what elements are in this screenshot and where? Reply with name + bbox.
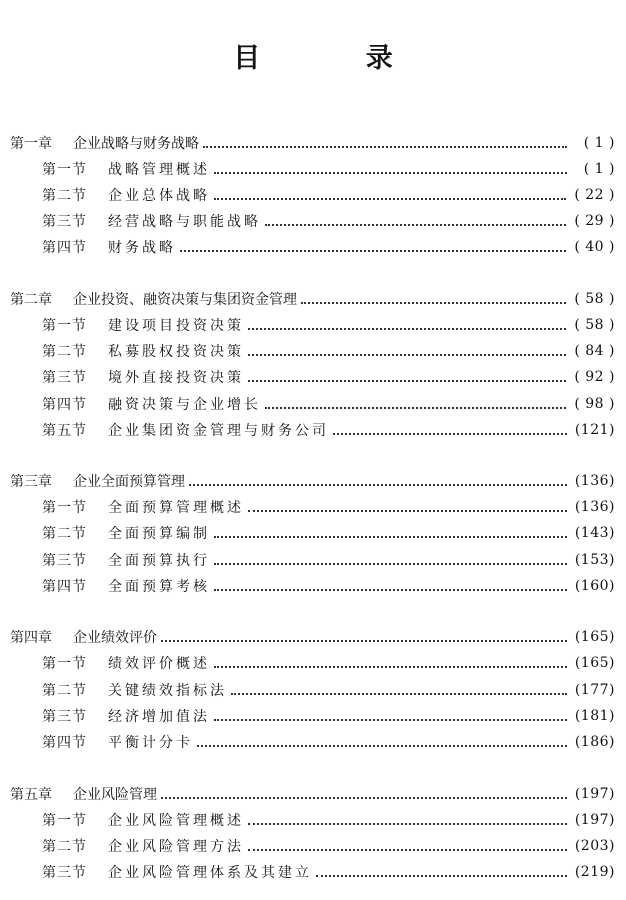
toc-section-row[interactable] xyxy=(42,652,615,674)
page-number: (186) xyxy=(574,734,615,750)
page-number: ( 58 ) xyxy=(574,291,615,307)
toc-section-row[interactable] xyxy=(42,314,615,336)
dot-leader xyxy=(248,508,567,512)
chapter-title: 企业风险管理 xyxy=(73,787,157,803)
page-title: 目 录 xyxy=(233,43,441,74)
section-number: 第二节 xyxy=(42,683,87,699)
toc-section-row[interactable] xyxy=(42,861,615,883)
section-number: 第四节 xyxy=(42,735,87,751)
section-number: 第五节 xyxy=(42,423,87,439)
toc-section-row[interactable] xyxy=(42,340,615,362)
toc-section-row[interactable] xyxy=(42,184,615,206)
dot-leader xyxy=(203,144,567,148)
section-number: 第一节 xyxy=(42,500,87,516)
dot-leader xyxy=(265,405,566,409)
dot-leader xyxy=(248,352,566,356)
page-number: (143) xyxy=(574,525,615,541)
chapter-number: 第一章 xyxy=(10,136,52,152)
page-number: ( 92 ) xyxy=(574,369,615,385)
chapter-number: 第五章 xyxy=(10,787,52,803)
toc-section-row[interactable] xyxy=(42,210,615,232)
page-number: (219) xyxy=(574,864,615,880)
dot-leader xyxy=(214,170,567,174)
section-title: 关键绩效指标法 xyxy=(108,683,227,699)
dot-leader xyxy=(333,431,567,435)
page-number: (153) xyxy=(574,552,615,568)
chapter-title: 企业绩效评价 xyxy=(73,630,157,646)
section-title: 境外直接投资决策 xyxy=(108,370,244,386)
dot-leader xyxy=(197,743,567,747)
section-number: 第四节 xyxy=(42,240,87,256)
dot-leader xyxy=(301,300,566,304)
page-number: (160) xyxy=(574,578,615,594)
toc-section-row[interactable] xyxy=(42,809,615,831)
section-title: 企业风险管理体系及其建立 xyxy=(108,865,312,881)
toc-chapter-row[interactable] xyxy=(10,470,615,492)
section-title: 全面预算考核 xyxy=(108,579,210,595)
page-number: (203) xyxy=(574,838,615,854)
toc-section-row[interactable] xyxy=(42,366,615,388)
page-number: ( 40 ) xyxy=(574,239,615,255)
page-number: ( 58 ) xyxy=(574,317,615,333)
section-title: 融资决策与企业增长 xyxy=(108,397,261,413)
toc-section-row[interactable] xyxy=(42,575,615,597)
page-number: ( 22 ) xyxy=(574,187,615,203)
dot-leader xyxy=(231,691,567,695)
section-number: 第二节 xyxy=(42,839,87,855)
toc-section-row[interactable] xyxy=(42,236,615,258)
section-title: 绩效评价概述 xyxy=(108,656,210,672)
section-number: 第三节 xyxy=(42,553,87,569)
chapter-number: 第三章 xyxy=(10,474,52,490)
section-number: 第三节 xyxy=(42,214,87,230)
chapter-number: 第二章 xyxy=(10,292,52,308)
toc-section-row[interactable] xyxy=(42,549,615,571)
toc-section-row[interactable] xyxy=(42,393,615,415)
page-number: ( 29 ) xyxy=(574,213,615,229)
dot-leader xyxy=(214,664,567,668)
chapter-title: 企业全面预算管理 xyxy=(73,474,185,490)
section-number: 第四节 xyxy=(42,397,87,413)
page-number: ( 1 ) xyxy=(583,135,615,151)
dot-leader xyxy=(161,795,567,799)
section-number: 第一节 xyxy=(42,162,87,178)
section-number: 第一节 xyxy=(42,318,87,334)
section-title: 全面预算编制 xyxy=(108,526,210,542)
page-number: (136) xyxy=(574,473,615,489)
chapter-title: 企业战略与财务战略 xyxy=(73,136,199,152)
dot-leader xyxy=(214,196,566,200)
section-title: 全面预算管理概述 xyxy=(108,500,244,516)
dot-leader xyxy=(214,534,567,538)
page-number: (177) xyxy=(574,682,615,698)
section-number: 第二节 xyxy=(42,526,87,542)
dot-leader xyxy=(214,717,567,721)
section-title: 企业风险管理方法 xyxy=(108,839,244,855)
toc-section-row[interactable] xyxy=(42,731,615,753)
section-number: 第二节 xyxy=(42,188,87,204)
toc-chapter-row[interactable] xyxy=(10,132,615,154)
section-number: 第三节 xyxy=(42,370,87,386)
page-number: ( 98 ) xyxy=(574,396,615,412)
dot-leader xyxy=(316,873,567,877)
toc-section-row[interactable] xyxy=(42,679,615,701)
toc-section-row[interactable] xyxy=(42,419,615,441)
dot-leader xyxy=(248,326,566,330)
section-title: 企业总体战略 xyxy=(108,188,210,204)
page-number: (165) xyxy=(574,629,615,645)
page-number: (165) xyxy=(574,655,615,671)
dot-leader xyxy=(161,638,567,642)
toc-chapter-row[interactable] xyxy=(10,288,615,310)
toc-chapter-row[interactable] xyxy=(10,626,615,648)
page-number: ( 1 ) xyxy=(583,161,615,177)
dot-leader xyxy=(180,248,566,252)
dot-leader xyxy=(248,847,567,851)
page-number: (121) xyxy=(574,422,615,438)
section-title: 战略管理概述 xyxy=(108,162,210,178)
chapter-title: 企业投资、融资决策与集团资金管理 xyxy=(73,292,297,308)
toc-section-row[interactable] xyxy=(42,496,615,518)
page-number: (136) xyxy=(574,499,615,515)
dot-leader xyxy=(248,378,566,382)
section-title: 财务战略 xyxy=(108,240,176,256)
toc-section-row[interactable] xyxy=(42,835,615,857)
toc-chapter-row[interactable] xyxy=(10,783,615,805)
toc-section-row[interactable] xyxy=(42,705,615,727)
dot-leader xyxy=(214,561,567,565)
dot-leader xyxy=(248,821,567,825)
section-number: 第三节 xyxy=(42,865,87,881)
chapter-number: 第四章 xyxy=(10,630,52,646)
page-number: (197) xyxy=(574,812,615,828)
section-number: 第一节 xyxy=(42,656,87,672)
dot-leader xyxy=(189,482,567,486)
section-title: 企业集团资金管理与财务公司 xyxy=(108,423,329,439)
section-number: 第二节 xyxy=(42,344,87,360)
section-title: 企业风险管理概述 xyxy=(108,813,244,829)
section-title: 全面预算执行 xyxy=(108,553,210,569)
section-number: 第一节 xyxy=(42,813,87,829)
page-number: ( 84 ) xyxy=(574,343,615,359)
section-title: 私募股权投资决策 xyxy=(108,344,244,360)
dot-leader xyxy=(265,222,566,226)
page-number: (181) xyxy=(574,708,615,724)
section-title: 建设项目投资决策 xyxy=(108,318,244,334)
toc-section-row[interactable] xyxy=(42,158,615,180)
section-title: 平衡计分卡 xyxy=(108,735,193,751)
page-number: (197) xyxy=(574,786,615,802)
section-number: 第四节 xyxy=(42,579,87,595)
section-number: 第三节 xyxy=(42,709,87,725)
section-title: 经营战略与职能战略 xyxy=(108,214,261,230)
section-title: 经济增加值法 xyxy=(108,709,210,725)
toc-section-row[interactable] xyxy=(42,522,615,544)
dot-leader xyxy=(214,587,567,591)
